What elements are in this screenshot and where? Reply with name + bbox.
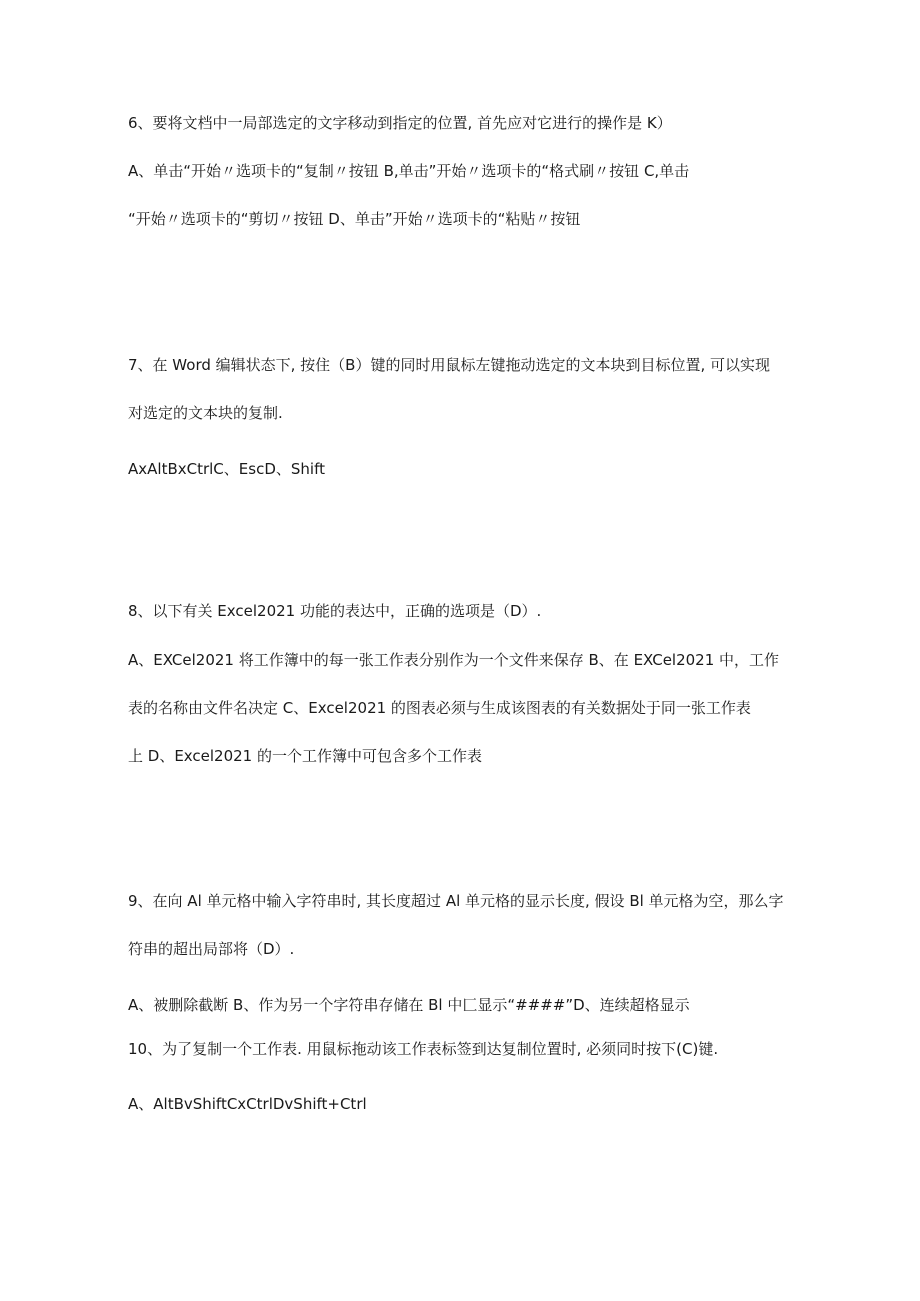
question-6-stem: 6、要将文档中一局部选定的文字移动到指定的位置, 首先应对它进行的操作是 K） [128, 114, 672, 132]
question-7-stem-1: 7、在 Word 编辑状态下, 按住（B）键的同时用鼠标左键拖动选定的文本块到目标位置, 可以实现 [128, 356, 771, 374]
question-6-options-2: “开始〃选项卡的“剪切〃按钮 D、单击”开始〃选项卡的“粘贴〃按钮 [128, 210, 581, 228]
question-7-options: AxAltBxCtrlC、EscD、Shift [128, 460, 325, 478]
question-9-options: A、被删除截断 B、作为另一个字符串存储在 Bl 中匚显示“####”D、连续超格显示 [128, 996, 690, 1014]
question-8-options-1: A、EXCel2021 将工作簿中的每一张工作表分别作为一个文件来保存 B、在 EXCel2021 中，工作 [128, 651, 780, 669]
question-10-stem: 10、为了复制一个工作表. 用鼠标拖动该工作表标签到达复制位置时, 必须同时按下(C)键. [128, 1040, 719, 1058]
question-10-options: A、AltBvShiftCxCtrlDvShift+Ctrl [128, 1095, 367, 1113]
question-8-options-3: 上 D、Excel2021 的一个工作簿中可包含多个工作表 [128, 747, 482, 765]
question-6-options-1: A、单击“开始〃选项卡的“复制〃按钮 B,单击”开始〃选项卡的“格式刷〃按钮 C,单击 [128, 162, 690, 180]
question-7-stem-2: 对选定的文本块的复制. [128, 404, 283, 422]
question-9-stem-1: 9、在向 Al 单元格中输入字符串时, 其长度超过 Al 单元格的显示长度, 假设 Bl 单元格为空，那么字 [128, 892, 784, 910]
question-8-stem: 8、以下有关 Excel2021 功能的表达中，正确的选项是（D）. [128, 602, 542, 620]
question-8-options-2: 表的名称由文件名决定 C、Excel2021 的图表必须与生成该图表的有关数据处于同一张工作表 [128, 699, 751, 717]
question-9-stem-2: 符串的超出局部将（D）. [128, 940, 295, 958]
